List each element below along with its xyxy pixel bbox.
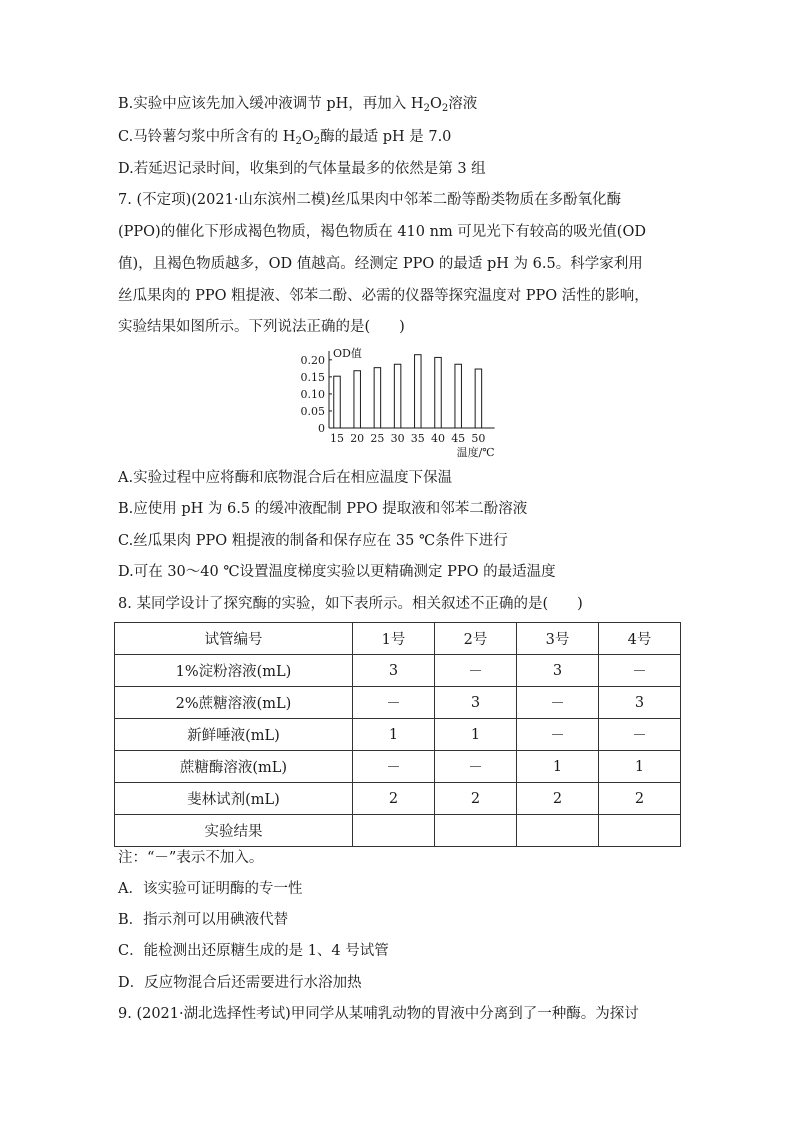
table-cell: 1: [599, 751, 681, 783]
table-header-cell: 4号: [599, 623, 681, 655]
table-cell: 2: [353, 783, 435, 815]
table-cell: 实验结果: [115, 815, 353, 847]
table-cell: 2%蔗糖溶液(mL): [115, 687, 353, 719]
x-axis-label: 温度/℃: [456, 446, 495, 458]
y-axis-label: OD值: [333, 347, 362, 360]
q7-stem-line: 值)，且褐色物质越多，OD 值越高。经测定 PPO 的最适 pH 为 6.5。科学家利用: [118, 256, 643, 272]
y-tick-label: 0.10: [300, 387, 325, 401]
bar: [354, 371, 361, 428]
experiment-table: [114, 622, 681, 847]
y-tick-label: 0.20: [300, 353, 325, 367]
table-cell: 3: [353, 655, 435, 687]
table-header-cell: 3号: [517, 623, 599, 655]
table-cell: －: [353, 751, 435, 783]
q7-stem-line: 实验结果如图所示。下列说法正确的是( ): [118, 319, 405, 335]
table-row: [115, 783, 681, 815]
x-tick-label: 20: [350, 432, 365, 445]
x-tick-label: 50: [471, 432, 486, 445]
q7-option-a: A.实验过程中应将酶和底物混合后在相应温度下保温: [118, 470, 453, 486]
table-cell: 斐林试剂(mL): [115, 783, 353, 815]
table-cell: 1: [353, 719, 435, 751]
table-row: [115, 815, 681, 847]
table-cell: －: [517, 719, 599, 751]
table-cell: 3: [517, 655, 599, 687]
q8-table-note: 注：“－”表示不加入。: [118, 850, 264, 866]
q6-option-d: D.若延迟记录时间，收集到的气体量最多的依然是第 3 组: [118, 161, 486, 177]
q7-stem-line: 7. (不定项)(2021·山东滨州二模)丝瓜果肉中邻苯二酚等酚类物质在多酚氧化酶: [118, 192, 622, 208]
x-tick-label: 35: [410, 432, 425, 445]
table-header-cell: 2号: [435, 623, 517, 655]
q7-stem-line: (PPO)的催化下形成褐色物质，褐色物质在 410 nm 可见光下有较高的吸光值(OD: [118, 224, 646, 240]
q8-option-a: A．该实验可证明酶的专一性: [118, 881, 303, 897]
table-cell: 3: [435, 687, 517, 719]
x-tick-label: 30: [390, 432, 405, 445]
table-cell: 1: [435, 719, 517, 751]
bar: [435, 357, 442, 428]
table-cell: －: [353, 687, 435, 719]
bar: [394, 364, 401, 428]
q8-option-b: B．指示剂可以用碘液代替: [118, 912, 289, 928]
table-cell: －: [435, 751, 517, 783]
table-row: [115, 719, 681, 751]
table-row: [115, 687, 681, 719]
y-tick-label: 0.15: [300, 370, 325, 384]
bar: [475, 369, 482, 428]
table-cell: [517, 815, 599, 847]
q7-option-b: B.应使用 pH 为 6.5 的缓冲液配制 PPO 提取液和邻苯二酚溶液: [118, 501, 528, 517]
table-cell: 新鲜唾液(mL): [115, 719, 353, 751]
table-cell: [353, 815, 435, 847]
table-cell: 2: [599, 783, 681, 815]
q7-option-c: C.丝瓜果肉 PPO 粗提液的制备和保存应在 35 ℃条件下进行: [118, 533, 508, 549]
q8-stem: 8. 某同学设计了探究酶的实验，如下表所示。相关叙述不正确的是( ): [118, 596, 583, 612]
bar: [334, 376, 341, 428]
x-tick-label: 45: [451, 432, 466, 445]
x-tick-label: 15: [330, 432, 344, 445]
table-header-cell: 1号: [353, 623, 435, 655]
table-cell: [435, 815, 517, 847]
table-row: [115, 655, 681, 687]
table-cell: －: [599, 719, 681, 751]
table-cell: [599, 815, 681, 847]
table-cell: 1: [517, 751, 599, 783]
table-cell: 2: [517, 783, 599, 815]
y-tick-label: 0: [318, 422, 325, 435]
q7-stem-line: 丝瓜果肉的 PPO 粗提液、邻苯二酚、必需的仪器等探究温度对 PPO 活性的影响，: [118, 288, 649, 304]
table-cell: －: [599, 655, 681, 687]
q8-option-c: C．能检测出还原糖生成的是 1、4 号试管: [118, 943, 389, 959]
q6-option-b: B.实验中应该先加入缓冲液调节 pH，再加入 $H_2O_2$溶液: [118, 96, 478, 114]
bar: [455, 364, 462, 428]
q6-option-c: C.马铃薯匀浆中所含有的 $H_2O_2$酶的最适 pH 是 7.0: [118, 129, 452, 147]
od-bar-chart: [296, 343, 496, 458]
q8-option-d: D．反应物混合后还需要进行水浴加热: [118, 975, 362, 991]
x-tick-label: 25: [370, 432, 385, 445]
table-cell: 蔗糖酶溶液(mL): [115, 751, 353, 783]
table-cell: －: [517, 687, 599, 719]
table-cell: 1%淀粉溶液(mL): [115, 655, 353, 687]
bar: [374, 368, 381, 428]
table-cell: 2: [435, 783, 517, 815]
table-row: [115, 751, 681, 783]
table-header-row: [115, 623, 681, 655]
q9-stem-line: 9. (2021·湖北选择性考试)甲同学从某哺乳动物的胃液中分离到了一种酶。为探讨: [118, 1006, 639, 1022]
table-cell: 3: [599, 687, 681, 719]
table-cell: －: [435, 655, 517, 687]
y-tick-label: 0.05: [300, 404, 325, 418]
x-tick-label: 40: [431, 432, 445, 445]
bar: [415, 355, 422, 428]
q7-option-d: D.可在 30～40 ℃设置温度梯度实验以更精确测定 PPO 的最适温度: [118, 564, 556, 580]
table-header-cell: 试管编号: [115, 623, 353, 655]
